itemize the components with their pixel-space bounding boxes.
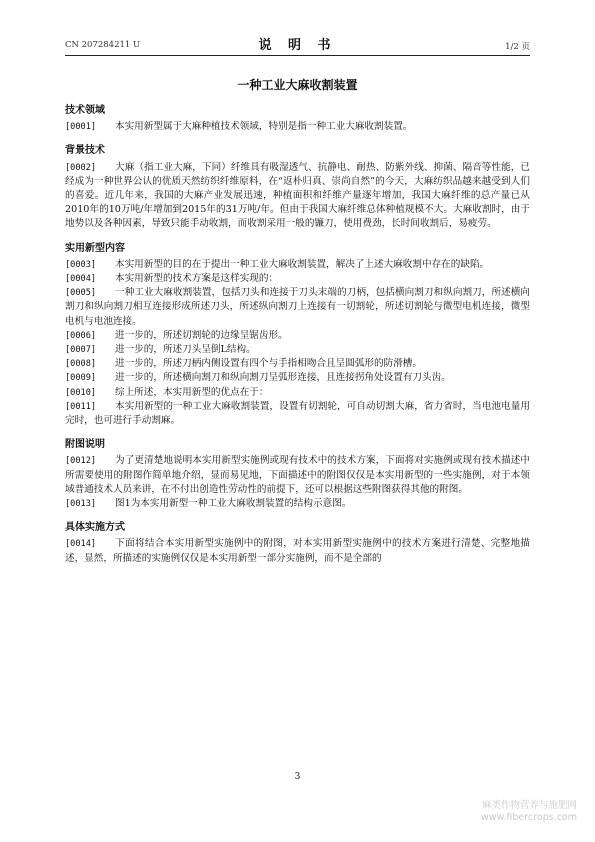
document-type: 说 明 书 (258, 38, 337, 53)
paragraph-number: [0014] (65, 539, 97, 550)
paragraph (65, 120, 530, 134)
section-heading: 具体实施方式 (65, 522, 125, 534)
paragraph (65, 286, 530, 329)
publication-number: CN 207284211 U (65, 40, 141, 50)
paragraph-number: [0013] (65, 499, 97, 510)
section-heading: 实用新型内容 (65, 242, 125, 254)
paragraph (65, 454, 530, 497)
paragraph (65, 497, 530, 511)
paragraph (65, 371, 530, 385)
paragraph (65, 329, 530, 343)
paragraph-text: 综上所述，本实用新型的优点在于： (115, 386, 269, 398)
paragraph (65, 400, 530, 428)
paragraph-number: [0007] (65, 345, 97, 356)
paragraph (65, 272, 530, 286)
paragraph (65, 258, 530, 272)
watermark-line-2: www.fibercrops.com (480, 812, 577, 823)
paragraph-text: 进一步的，所述横向割刀和纵向割刀呈弧形连接，且连接拐角处设置有刀头齿。 (115, 372, 451, 384)
paragraph-number: [0002] (65, 162, 97, 173)
paragraph (65, 357, 530, 371)
paragraph (65, 161, 530, 232)
paragraph-text: 下面将结合本实用新型实施例中的附图，对本实用新型实施例中的技术方案进行清楚、完整地描述，显然，所描述的实施例仅仅是本实用新型一部分实施例，而不是全部的 (65, 538, 530, 564)
paragraph-number: [0006] (65, 330, 97, 341)
paragraph-text: 进一步的，所述刀柄内侧设置有四个与手指相吻合且呈圆弧形的防滑槽。 (115, 358, 422, 370)
paragraph-number: [0011] (65, 401, 97, 412)
paragraph-number: [0003] (65, 259, 97, 270)
paragraph (65, 343, 530, 357)
watermark (481, 800, 577, 824)
header-divider (65, 55, 530, 56)
paragraph-number: [0010] (65, 387, 97, 398)
paragraph-text: 图1为本实用新型一种工业大麻收割装置的结构示意图。 (115, 498, 352, 510)
section-heading: 附图说明 (65, 439, 105, 451)
section-heading: 技术领域 (65, 105, 105, 116)
paragraph (65, 386, 530, 400)
page-header (65, 34, 530, 54)
paragraph-text: 进一步的，所述刀头呈倒L结构。 (115, 344, 256, 356)
paragraph-text: 一种工业大麻收割装置，包括刀头和连接于刀头末端的刀柄，包括横向割刀和纵向割刀，所述横向割刀和纵向割刀相互连接形成所述刀头，所述纵向割刀上连接有一切割轮，所述切割轮与微型电机连接，微型电机与电池连接。 (65, 287, 530, 327)
paragraph-number: [0005] (65, 288, 97, 299)
paragraph-number: [0004] (65, 274, 97, 285)
paragraph-number: [0009] (65, 373, 97, 384)
paragraph-number: [0012] (65, 456, 97, 467)
paragraph-number: [0001] (65, 122, 97, 133)
watermark-line-1: 麻类作物营养与施肥网 (481, 800, 577, 811)
paragraph-number: [0008] (65, 359, 97, 370)
page-info: 1/2 页 (505, 42, 530, 52)
paragraph-text: 本实用新型的一种工业大麻收割装置，设置有切割轮，可自动切割大麻，省力省时，当电池电量用完时，也可进行手动割麻。 (65, 400, 530, 427)
document-title: 一种工业大麻收割装置 (237, 78, 358, 92)
section-heading: 背景技术 (65, 145, 105, 157)
paragraph (65, 537, 530, 565)
document-body (65, 104, 530, 566)
page-number: 3 (294, 772, 301, 782)
paragraph-text: 大麻（指工业大麻，下同）纤维具有吸湿透气、抗静电、耐热、防紫外线、抑菌、隔音等性能，已经成为一种世界公认的优质天然纺织纤维原料，在“返朴归真、崇尚自然”的今天，大麻纺织品越来越受到人们的喜爱。近几年来，我国的大麻产业发展迅速，种植面积和纤维产量逐年增加，我国大麻纤维的总产量已从2010年的10万吨/年增加到2015年的31万吨/年。但由于我国大麻纤维总体种植规模不大。大麻收割时，由于地势以及各种因素，导致只能手动收割，而收割采用一般的镰刀，使用费劲，长时间收割后，易疲劳。 (65, 161, 530, 230)
paragraph-text: 为了更清楚地说明本实用新型实施例或现有技术中的技术方案，下面将对实施例或现有技术描述中所需要使用的附图作简单地介绍，显而易见地，下面描述中的附图仅仅是本实用新型的一些实施例，对于本领域普通技术人员来讲，在不付出创造性劳动性的前提下，还可以根据这些附图获得其他的附图。 (65, 455, 530, 495)
paragraph-text: 本实用新型的技术方案是这样实现的： (115, 273, 279, 285)
paragraph-text: 本实用新型的目的在于提出一种工业大麻收割装置，解决了上述大麻收割中存在的缺陷。 (115, 258, 490, 270)
paragraph-text: 本实用新型属于大麻种植技术领域，特别是指一种工业大麻收割装置。 (115, 121, 413, 133)
paragraph-text: 进一步的，所述切割轮的边缘呈锯齿形。 (115, 329, 288, 341)
